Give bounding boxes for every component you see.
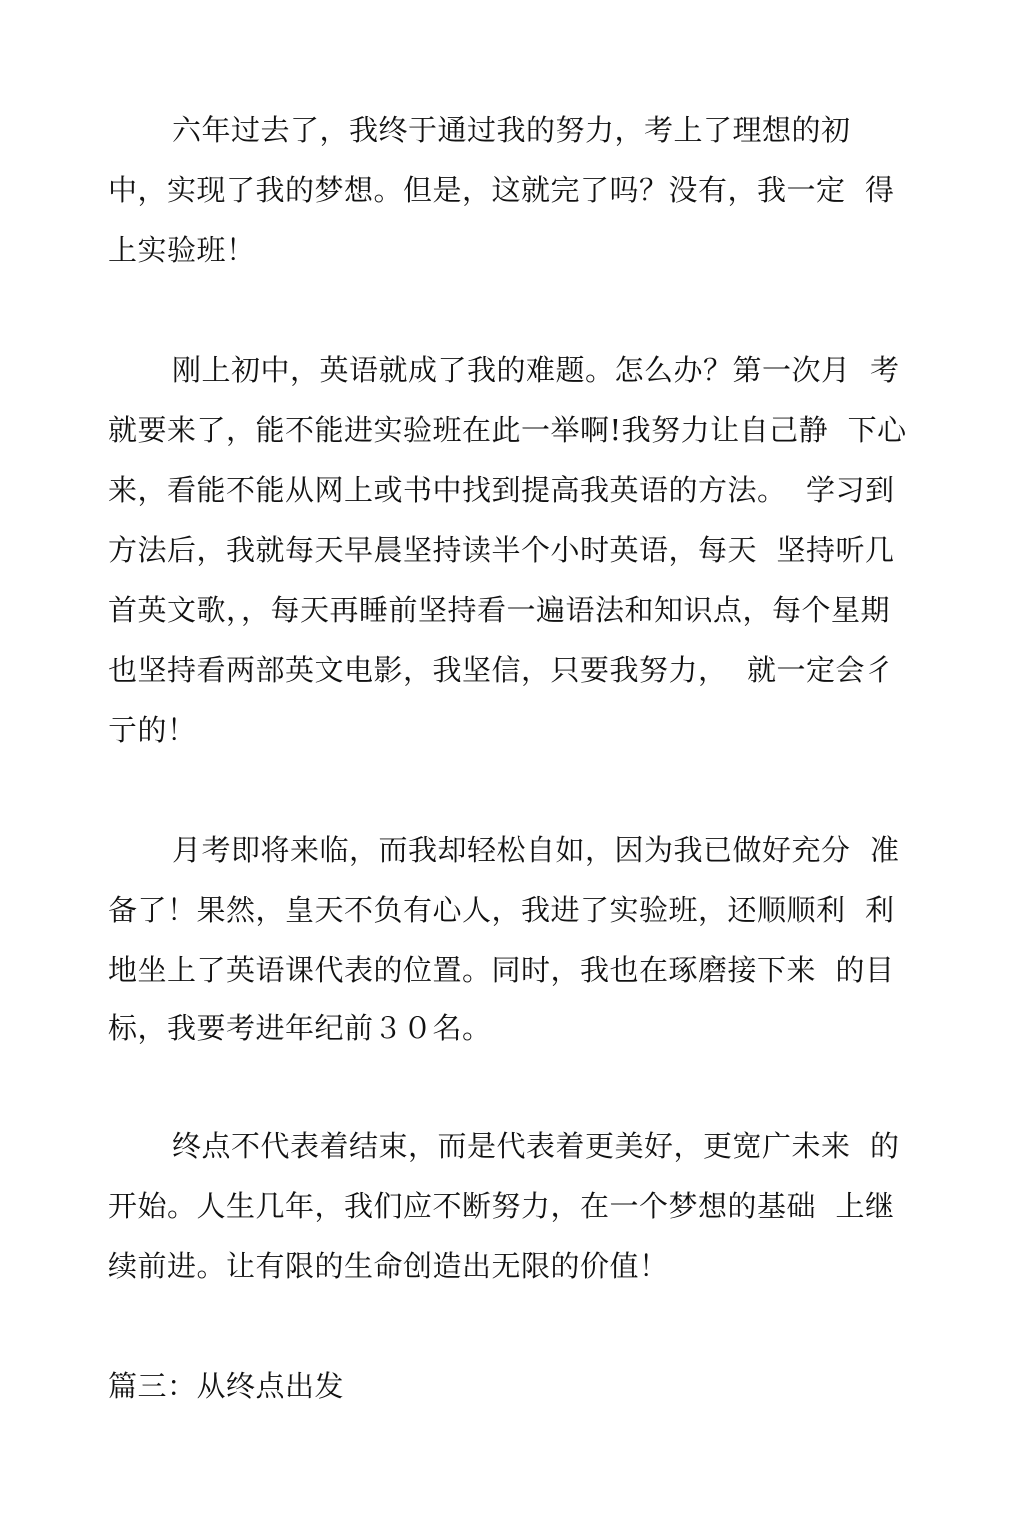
paragraph-3-line-4: 标，我要考进年纪前３０名。	[108, 1011, 492, 1045]
paragraph-3-line-1: 月考即将来临，而我却轻松自如，因为我已做好充分 准	[172, 833, 900, 867]
paragraph-2-line-3: 来，看能不能从网上或书中找到提高我英语的方法。 学习到	[108, 473, 895, 507]
paragraph-4-line-3: 续前进。让有限的生命创造出无限的价值！	[108, 1249, 669, 1283]
paragraph-4-line-1: 终点不代表着结束，而是代表着更美好，更宽广未来 的	[172, 1129, 900, 1163]
paragraph-4-line-2: 开始。人生几年，我们应不断努力，在一个梦想的基础 上继	[108, 1189, 895, 1223]
paragraph-2-line-1: 刚上初中，英语就成了我的难题。怎么办？第一次月 考	[172, 353, 900, 387]
paragraph-2-line-5: 首英文歌，，每天再睡前坚持看一遍语法和知识点，每个星期	[108, 593, 891, 627]
paragraph-2-line-4: 方法后，我就每天早晨坚持读半个小时英语，每天 坚持听几	[108, 533, 895, 567]
paragraph-3-line-3: 地坐上了英语课代表的位置。同时，我也在琢磨接下来 的目	[108, 953, 895, 987]
paragraph-2-line-7: 亍的！	[108, 713, 197, 747]
paragraph-1-line-3: 上实验班！	[108, 233, 256, 267]
section-heading: 篇三：从终点出发	[108, 1369, 345, 1403]
paragraph-1-line-1: 六年过去了，我终于通过我的努力，考上了理想的初	[172, 113, 851, 147]
paragraph-1-line-2: 中，实现了我的梦想。但是，这就完了吗？没有，我一定 得	[108, 173, 895, 207]
paragraph-2-line-6: 也坚持看两部英文电影，我坚信，只要我努力， 就一定会彳	[108, 653, 895, 687]
paragraph-2-line-2: 就要来了，能不能进实验班在此一举啊!我努力让自己静 下心	[108, 413, 907, 447]
paragraph-3-line-2: 备了！果然，皇天不负有心人，我进了实验班，还顺顺利 利	[108, 893, 895, 927]
